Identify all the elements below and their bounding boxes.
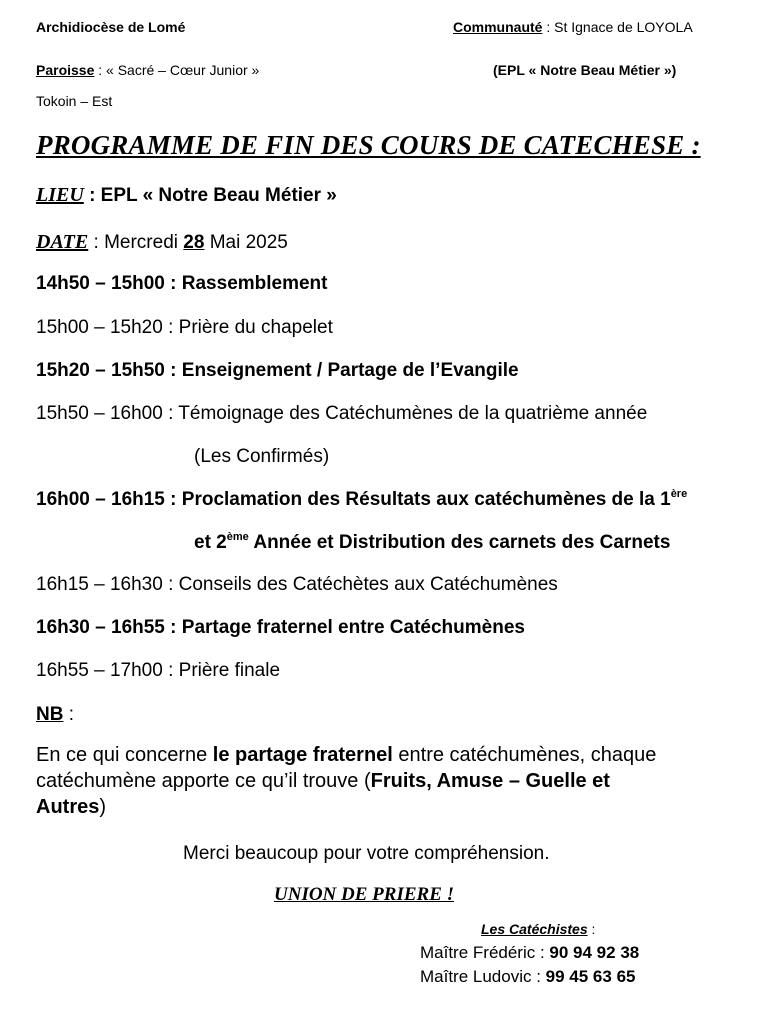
schedule-activity: Témoignage des Catéchumènes de la quatrième année — [178, 403, 648, 424]
catechist-contact — [420, 967, 635, 987]
parish — [36, 62, 259, 78]
schedule-item — [36, 660, 280, 682]
thanks-message: Merci beaucoup pour votre compréhension. — [183, 843, 550, 864]
schedule-item — [36, 403, 647, 425]
schedule-activity: Proclamation des Résultats aux catéchumènes de la 1 — [181, 489, 671, 510]
lieu-line — [36, 184, 337, 207]
page-title: PROGRAMME DE FIN DES COURS DE CATECHESE : — [36, 130, 701, 160]
schedule-time: 16h00 – 16h15 : — [36, 489, 182, 510]
schedule-activity: Partage fraternel entre Catéchumènes — [181, 617, 525, 638]
nb-line — [36, 768, 656, 794]
nb-text: entre catéchumènes, chaque — [392, 744, 657, 766]
nb-line — [36, 794, 656, 820]
catechists-label: Les Catéchistes — [481, 921, 588, 937]
nb-heading — [36, 704, 74, 726]
date-day: 28 — [183, 232, 205, 253]
community — [453, 19, 693, 35]
catechists-colon: : — [587, 921, 596, 937]
schedule-item — [36, 317, 333, 339]
schedule-time: 16h30 – 16h55 : — [36, 617, 182, 638]
district: Tokoin – Est — [36, 93, 113, 109]
superscript: ème — [226, 531, 249, 543]
schedule-time: 16h15 – 16h30 : — [36, 574, 179, 595]
schedule-activity: Rassemblement — [181, 273, 328, 294]
schedule-item — [36, 617, 525, 639]
school-name: (EPL « Notre Beau Métier ») — [493, 62, 677, 78]
schedule-item — [36, 273, 328, 295]
date-prefix: : Mercredi — [88, 232, 184, 253]
schedule-time: 15h20 – 15h50 : — [36, 360, 182, 381]
schedule-activity: Prière du chapelet — [178, 317, 333, 338]
nb-text: ) — [99, 796, 107, 818]
nb-bold-text: le partage fraternel — [212, 744, 393, 766]
catechist-name: Maître Ludovic : — [420, 967, 546, 986]
schedule-time: 16h55 – 17h00 : — [36, 660, 179, 681]
date-label: DATE — [36, 231, 89, 253]
catechist-name: Maître Frédéric : — [420, 943, 550, 962]
parish-label: Paroisse — [36, 62, 95, 78]
continuation-text: et 2 — [194, 532, 227, 553]
date-line — [36, 231, 288, 254]
schedule-activity: Enseignement / Partage de l’Evangile — [181, 360, 519, 381]
lieu-label: LIEU — [36, 184, 84, 206]
nb-bold-text: Autres — [36, 796, 100, 818]
nb-bold-text: Fruits, Amuse – Guelle et — [370, 770, 610, 792]
catechists-heading — [481, 921, 595, 937]
schedule-time: 15h50 – 16h00 : — [36, 403, 179, 424]
schedule-activity-continuation: (Les Confirmés) — [194, 446, 330, 467]
lieu-value: : EPL « Notre Beau Métier » — [83, 185, 337, 206]
community-label: Communauté — [453, 19, 543, 35]
nb-paragraph — [36, 742, 656, 820]
date-suffix: Mai 2025 — [204, 232, 288, 253]
catechist-phone: 99 45 63 65 — [545, 967, 636, 986]
nb-text: catéchumène apporte ce qu’il trouve ( — [36, 770, 371, 792]
catechist-phone: 90 94 92 38 — [549, 943, 640, 962]
superscript: ère — [670, 488, 688, 500]
nb-colon: : — [63, 704, 75, 725]
schedule-item — [36, 574, 558, 596]
schedule-time: 14h50 – 15h00 : — [36, 273, 182, 294]
schedule-item — [36, 489, 687, 511]
parish-value: : « Sacré – Cœur Junior » — [94, 62, 260, 78]
nb-text: En ce qui concerne — [36, 744, 213, 766]
schedule-activity-continuation — [194, 532, 670, 554]
union-de-priere: UNION DE PRIERE ! — [274, 884, 455, 905]
nb-label: NB — [36, 704, 64, 725]
nb-line — [36, 742, 656, 768]
archdiocese: Archidiocèse de Lomé — [36, 19, 186, 35]
schedule-activity: Conseils des Catéchètes aux Catéchumènes — [178, 574, 558, 595]
continuation-text: Année et Distribution des carnets des Carnets — [248, 532, 671, 553]
schedule-time: 15h00 – 15h20 : — [36, 317, 179, 338]
community-value: : St Ignace de LOYOLA — [542, 19, 693, 35]
catechist-contact — [420, 943, 639, 963]
schedule-item — [36, 360, 519, 382]
schedule-activity: Prière finale — [178, 660, 281, 681]
